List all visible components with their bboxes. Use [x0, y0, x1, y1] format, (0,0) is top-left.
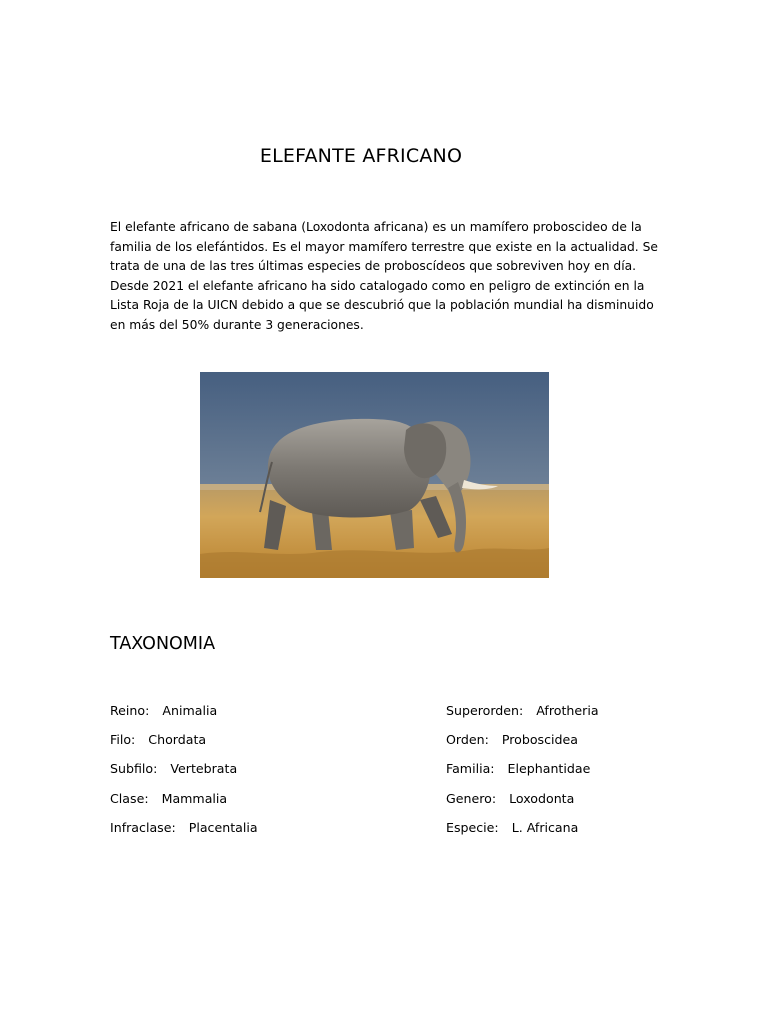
elephant-photo [200, 372, 549, 578]
taxonomy-row [110, 761, 258, 790]
taxonomy-value: Placentalia [188, 819, 258, 835]
document-title: ELEFANTE AFRICANO [259, 145, 463, 167]
taxonomy-label: Clase: [110, 790, 149, 806]
taxonomy-label: Orden: [446, 732, 489, 748]
taxonomy-label: Genero: [446, 790, 497, 806]
taxonomy-row [446, 820, 599, 849]
taxonomy-row [110, 820, 258, 849]
taxonomy-label: Subfilo: [110, 761, 158, 777]
taxonomy-label: Superorden: [446, 703, 524, 718]
taxonomy-label: Filo: [110, 732, 136, 748]
taxonomy-value: Vertebrata [170, 761, 238, 777]
taxonomy-row [446, 732, 599, 761]
taxonomy-value: Animalia [162, 703, 218, 718]
taxonomy-row [110, 791, 258, 820]
taxonomy-row [446, 703, 599, 732]
taxonomy-value: Elephantidae [507, 761, 591, 777]
taxonomy-value: L. Africana [511, 819, 579, 835]
taxonomy-label: Familia: [446, 761, 495, 777]
taxonomy-row [110, 732, 258, 761]
taxonomy-label: Especie: [446, 819, 499, 835]
taxonomy-row [446, 791, 599, 820]
taxonomy-label: Reino: [110, 703, 150, 718]
taxonomy-value: Mammalia [161, 790, 228, 806]
taxonomy-right-column [446, 703, 599, 849]
taxonomy-value: Proboscidea [501, 732, 578, 748]
taxonomy-heading: TAXONOMIA [110, 634, 216, 654]
taxonomy-left-column [110, 703, 258, 849]
taxonomy-label: Infraclase: [110, 819, 176, 835]
taxonomy-value: Chordata [148, 732, 207, 748]
taxonomy-value: Loxodonta [509, 790, 575, 806]
taxonomy-row [110, 703, 258, 732]
taxonomy-row [446, 761, 599, 790]
intro-paragraph: El elefante africano de sabana (Loxodonta africana) es un mamífero proboscideo de la familia de los elefántidos. Es el mayor mamífero terrestre que existe en la actualidad. Se trata de una de las tres últimas especies de proboscídeos que sobreviven hoy en día. Desde 2021 el elefante africano ha sido catalogado como en peligro de extinción en la Lista Roja de la UICN debido a que se descubrió que la población mundial ha disminuido en más del 50% durante 3 generaciones. [110, 220, 658, 332]
taxonomy-value: Afrotheria [536, 703, 599, 718]
elephant-illustration [200, 372, 549, 578]
